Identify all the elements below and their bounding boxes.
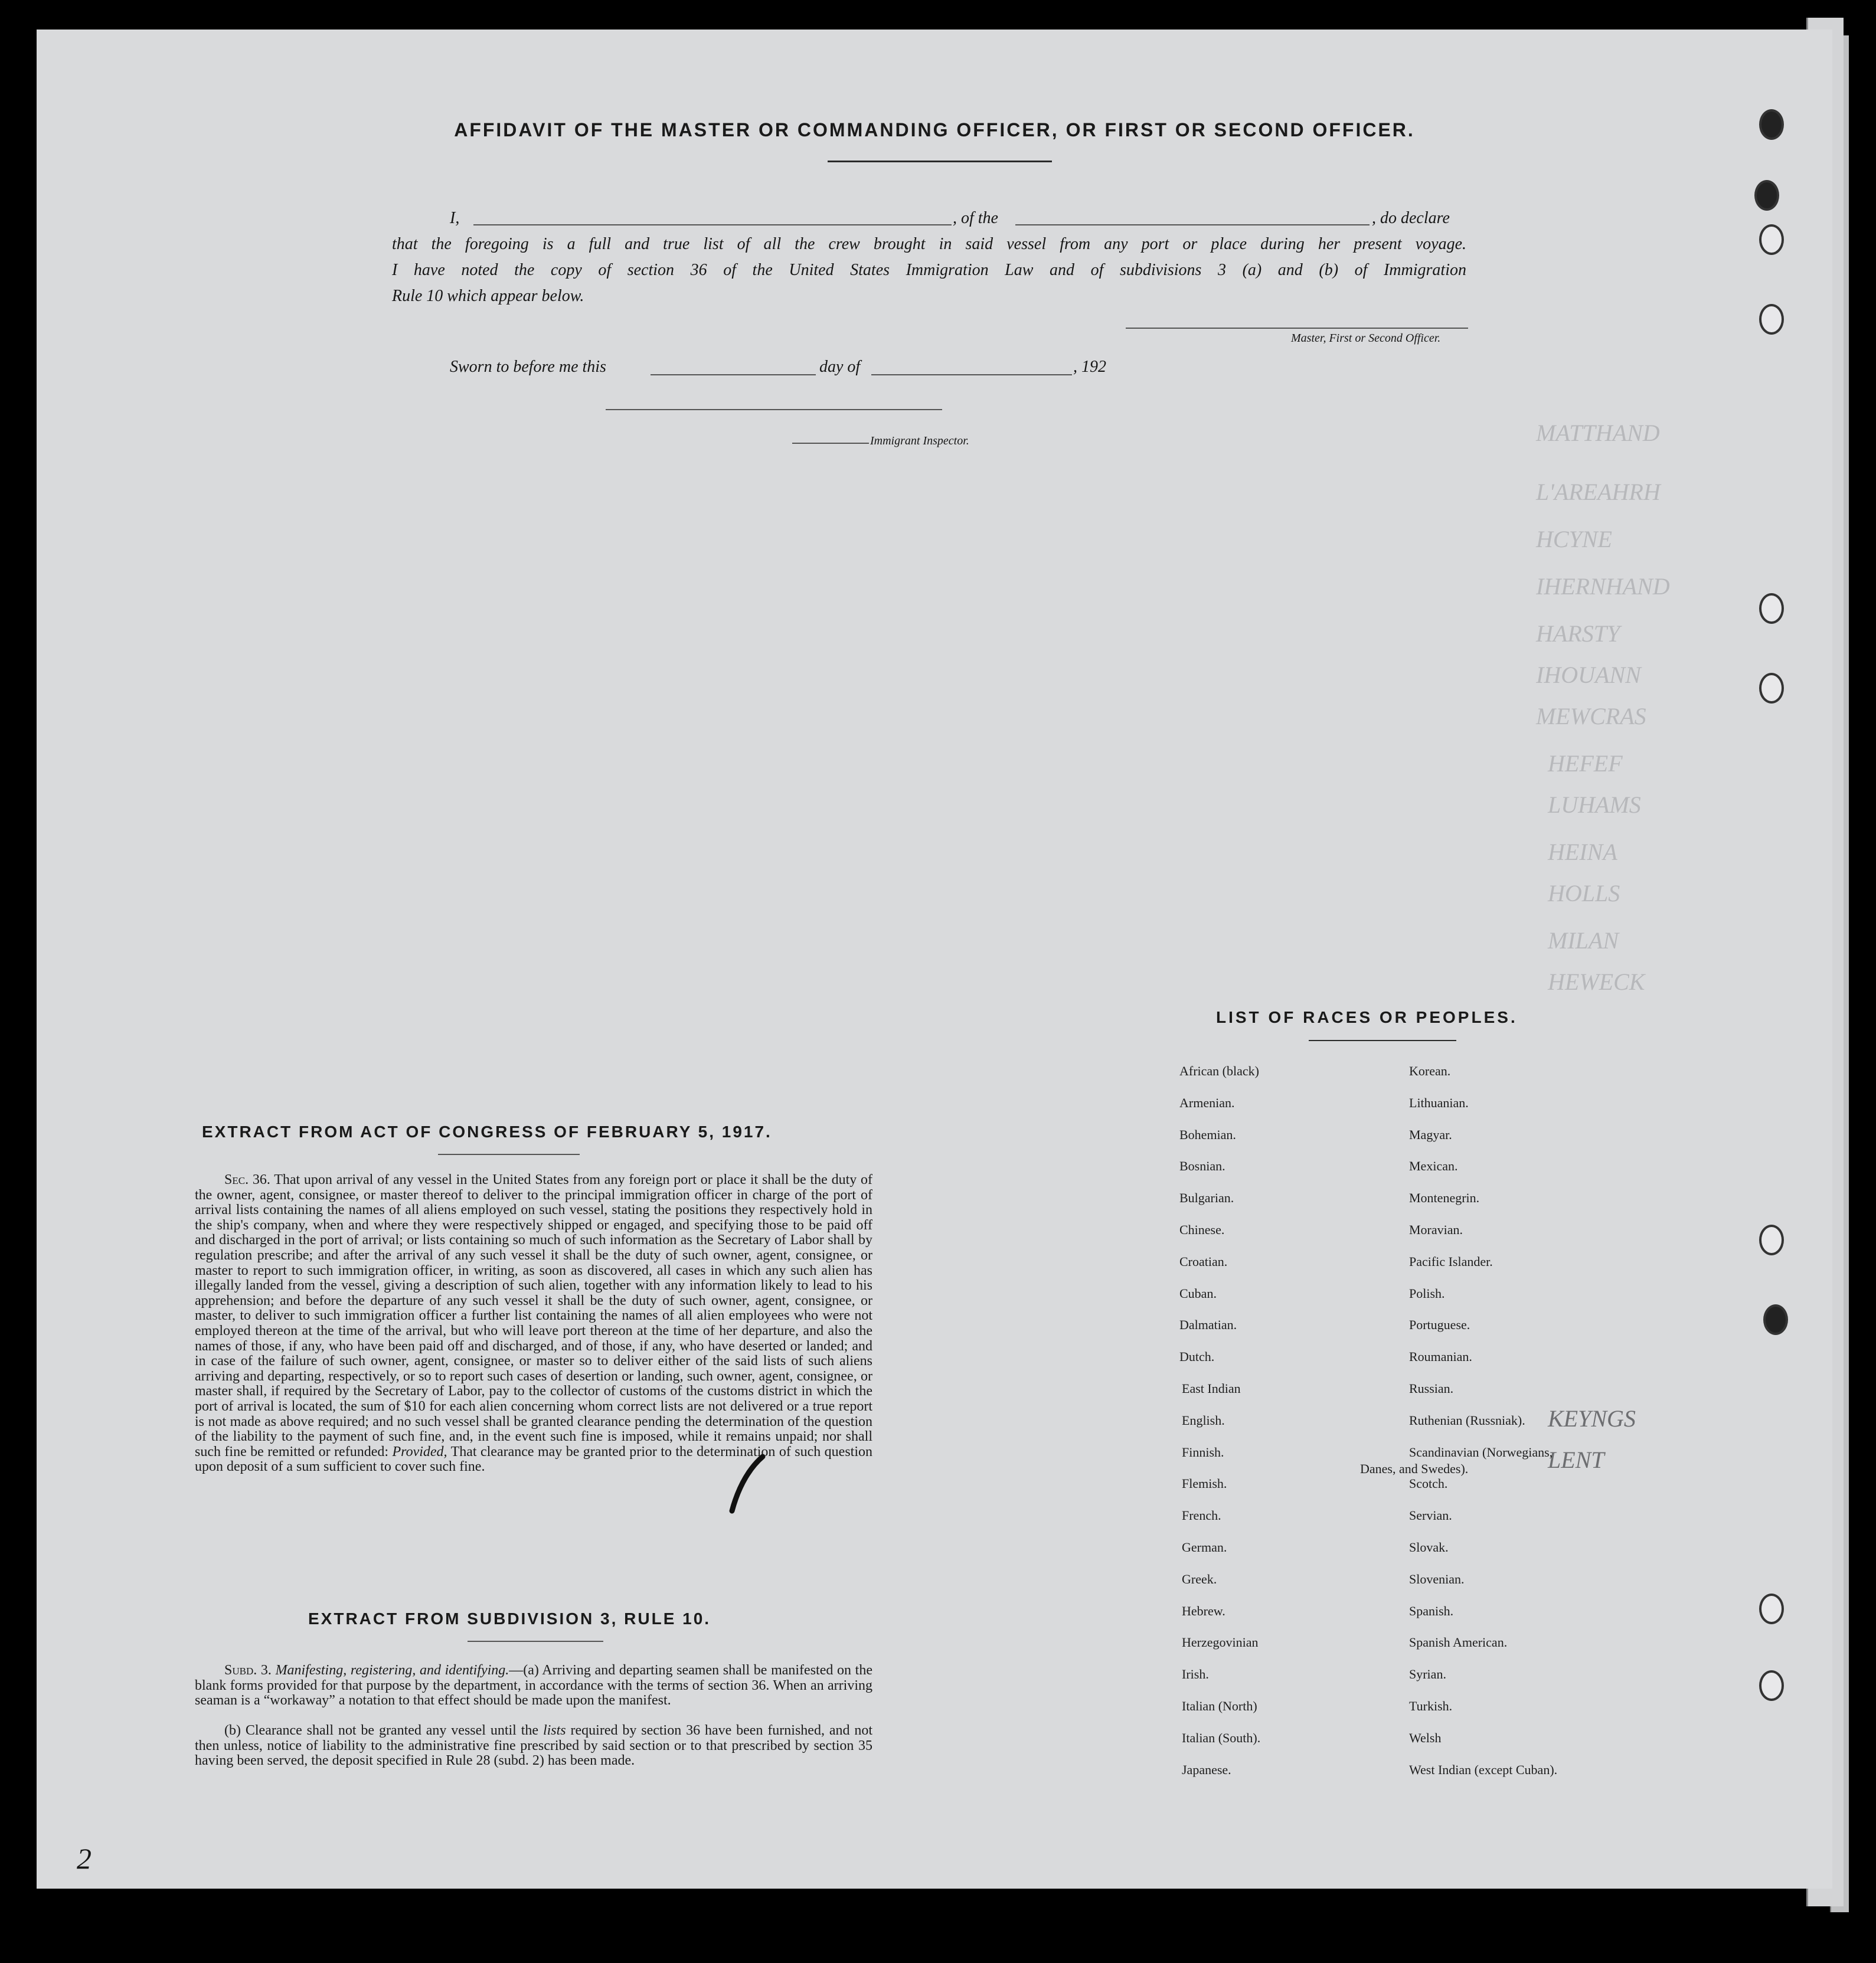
race-item: Magyar. [1409, 1127, 1452, 1142]
race-item: East Indian [1182, 1381, 1241, 1396]
race-item: German. [1182, 1540, 1227, 1555]
bleed-through-mark: L'AREAHRH [1536, 479, 1661, 505]
race-item: Bosnian. [1179, 1159, 1225, 1173]
race-item: Syrian. [1409, 1667, 1446, 1681]
race-item: Polish. [1409, 1286, 1445, 1301]
race-item: Scotch. [1409, 1476, 1448, 1491]
affidavit-line1-start: I, [450, 209, 460, 227]
race-item: Spanish American. [1409, 1635, 1508, 1650]
punch-hole [1759, 1225, 1784, 1255]
race-item-extra: Danes, and Swedes). [1360, 1461, 1469, 1476]
bleed-through-mark: KEYNGS [1548, 1405, 1636, 1432]
subd-3-para-a [195, 1663, 872, 1709]
punch-hole [1759, 593, 1784, 624]
sworn-mid: day of [819, 358, 861, 376]
para-b-end: required by section 36 have been furnished, and not then unless, notice of liability to the administrative fine prescribed by said section or to that prescribed by section 35 having been served, the deposit specified in Rule 28 (subd. 2) has been made. [195, 1723, 873, 1769]
subd-label: Subd. 3. [224, 1663, 272, 1678]
bleed-through-mark: HOLLS [1548, 880, 1620, 907]
race-item: French. [1182, 1508, 1221, 1523]
affidavit-line1-end: , do declare [1372, 209, 1450, 227]
bleed-through-mark: HCYNE [1536, 526, 1612, 552]
race-item: Flemish. [1182, 1476, 1227, 1491]
bleed-through-mark: MATTHAND [1536, 420, 1796, 446]
punch-hole [1759, 1594, 1784, 1624]
race-item: Greek. [1182, 1572, 1217, 1586]
margin-handwritten-mark: 2 [77, 1842, 91, 1875]
vessel-blank [1015, 224, 1370, 225]
race-item: Hebrew. [1182, 1604, 1225, 1618]
bleed-through-mark: MEWCRAS [1536, 703, 1646, 729]
race-item: Spanish. [1409, 1604, 1454, 1618]
subd-title: Manifesting, registering, and identifying. [275, 1663, 509, 1678]
affidavit-heading: AFFIDAVIT OF THE MASTER OR COMMANDING OFFICER, OR FIRST OR SECOND OFFICER. [454, 119, 1415, 140]
sec-label: Sec. 36. [224, 1172, 270, 1187]
race-item: Italian (South). [1182, 1730, 1261, 1745]
race-item: West Indian (except Cuban). [1409, 1762, 1558, 1777]
check-mark-icon [715, 1452, 774, 1523]
race-item: Servian. [1409, 1508, 1452, 1523]
punch-hole [1763, 1304, 1788, 1335]
race-item: Irish. [1182, 1667, 1209, 1681]
race-item: Finnish. [1182, 1445, 1224, 1460]
race-item: Turkish. [1409, 1699, 1453, 1713]
race-item: Japanese. [1182, 1762, 1231, 1777]
master-signature-line [1126, 328, 1468, 329]
affidavit-line3: I have noted the copy of section 36 of the United States Immigration Law and of subdivisions 3 (a) and (b) of Immigration [392, 261, 1466, 279]
inspector-signature-line [606, 409, 942, 410]
race-item: Ruthenian (Russniak). [1409, 1413, 1525, 1428]
race-item: Armenian. [1179, 1095, 1235, 1110]
race-item: English. [1182, 1413, 1225, 1428]
bleed-through-mark: HARSTY [1536, 620, 1620, 647]
race-item: Mexican. [1409, 1159, 1458, 1173]
race-item: Croatian. [1179, 1254, 1228, 1269]
affidavit-line2: that the foregoing is a full and true list of all the crew brought in said vessel from any port or place during her present voyage. [392, 235, 1466, 253]
name-blank [473, 224, 952, 225]
race-item: Welsh [1409, 1730, 1442, 1745]
punch-hole [1759, 304, 1784, 335]
bleed-through-mark: LENT [1548, 1447, 1604, 1473]
race-item: Slovenian. [1409, 1572, 1465, 1586]
race-item: Montenegrin. [1409, 1190, 1480, 1205]
race-item: Italian (North) [1182, 1699, 1257, 1713]
section-36-text [195, 1173, 872, 1475]
race-item: Herzegovinian [1182, 1635, 1259, 1650]
race-item: Cuban. [1179, 1286, 1217, 1301]
month-blank [871, 374, 1072, 375]
bleed-through-mark: MILAN [1548, 927, 1619, 954]
bleed-through-mark: IHERNHAND [1536, 573, 1670, 600]
provided-word: Provided, [392, 1444, 447, 1460]
master-caption: Master, First or Second Officer. [1291, 332, 1441, 345]
race-item: Slovak. [1409, 1540, 1449, 1555]
rule-heading-rule [468, 1641, 603, 1642]
punch-hole [1759, 1670, 1784, 1701]
race-item: Scandinavian (Norwegians, [1409, 1445, 1553, 1460]
races-heading-rule [1309, 1040, 1456, 1041]
race-item: Portuguese. [1409, 1317, 1470, 1332]
bleed-through-mark: HEWECK [1548, 969, 1645, 995]
heading-rule [828, 161, 1052, 162]
bleed-through-mark: HEINA [1548, 839, 1617, 865]
race-item: Moravian. [1409, 1222, 1463, 1237]
rule-extract-heading: EXTRACT FROM SUBDIVISION 3, RULE 10. [308, 1609, 711, 1628]
day-blank [651, 374, 816, 375]
race-item: Korean. [1409, 1064, 1451, 1078]
race-item: Dalmatian. [1179, 1317, 1237, 1332]
bleed-through-mark: IHOUANN [1536, 662, 1641, 688]
subd-3-para-b [195, 1723, 872, 1769]
subd-para-a: —(a) Arriving and departing seamen shall be manifested on the blank forms provided for that purpose by the department, in accordance with the terms of section 36. When an arriving seaman is a “workaway” a notation to that effect should be made upon the manifest. [195, 1663, 872, 1709]
punch-hole [1759, 673, 1784, 704]
manifest-page [37, 30, 1832, 1889]
race-item: Lithuanian. [1409, 1095, 1469, 1110]
race-item: Russian. [1409, 1381, 1454, 1396]
inspector-caption: Immigrant Inspector. [870, 434, 969, 447]
act-heading-rule [438, 1154, 580, 1155]
sworn-start: Sworn to before me this [450, 358, 606, 376]
sworn-end: , 192 [1073, 358, 1106, 376]
affidavit-line1-mid: , of the [953, 209, 998, 227]
race-item: Roumanian. [1409, 1349, 1472, 1364]
race-item: Bulgarian. [1179, 1190, 1234, 1205]
race-item: Chinese. [1179, 1222, 1225, 1237]
affidavit-line4: Rule 10 which appear below. [392, 287, 584, 305]
sec-36-body: That upon arrival of any vessel in the United States from any foreign port or place it shall be the duty of the owner, agent, consignee, or master thereof to deliver to the principal immigration officer in charge of the port of arrival lists containing the names of all aliens employed on such vessel, stating the positions they respectively hold in the ship's company, when and where they were respectively shipped or engaged, and specifying those to be paid off and discharged in the port of arrival; or lists containing so much of such information as the Secretary of Labor shall by regulation prescribe; and after the arrival of any such vessel it shall be the duty of such owner, agent, consignee, or master to report to such immigration officer, in writing, as soon as discovered, all cases in which any such alien has illegally landed from the vessel, giving a description of such alien, together with any information likely to lead to his apprehension; and before the departure of any such vessel it shall be the duty of such owner, agent, consignee, or master, to deliver to such immigration officer a further list containing the names of all alien employees who were not employed thereon at the time of the arrival, but who will leave port thereon at the time of her departure, and also the names of those, if any, who have been paid off and discharged, and of those, if any, who have deserted or landed; and in case of the failure of such owner, agent, consignee, or master so to deliver either of the said lists of such aliens arriving and departing, respectively, or so to report such cases of desertion or landing, such owner, agent, consignee, or master shall, if required by the Secretary of Labor, pay to the collector of customs of the customs district in which the port of arrival is located, the sum of $10 for each alien concerning whom correct lists are not delivered or a true report is not made as above required; and no such vessel shall be granted clearance pending the determination of the question of the liability to the payment of such fine, and, in the event such fine is imposed, while it remains unpaid; nor shall such fine be remitted or refunded: [195, 1172, 872, 1460]
race-item: African (black) [1179, 1064, 1259, 1078]
para-b-lists: lists [542, 1723, 566, 1738]
para-b-start: (b) Clearance shall not be granted any vessel until the [224, 1723, 539, 1738]
race-item: Dutch. [1179, 1349, 1215, 1364]
bleed-through-mark: LUHAMS [1548, 791, 1641, 818]
punch-hole [1754, 180, 1779, 211]
race-item: Bohemian. [1179, 1127, 1236, 1142]
act-extract-heading: EXTRACT FROM ACT OF CONGRESS OF FEBRUARY 5, 1917. [202, 1123, 772, 1141]
sec-36-end: That clearance may be granted prior to the determination of such question upon deposit of a sum sufficient to cover such fine. [195, 1444, 873, 1475]
bleed-through-mark: HEFEF [1548, 750, 1623, 777]
race-item: Pacific Islander. [1409, 1254, 1493, 1269]
races-heading: LIST OF RACES OR PEOPLES. [1216, 1008, 1518, 1026]
punch-hole [1759, 224, 1784, 255]
inspector-short-line [792, 443, 869, 444]
